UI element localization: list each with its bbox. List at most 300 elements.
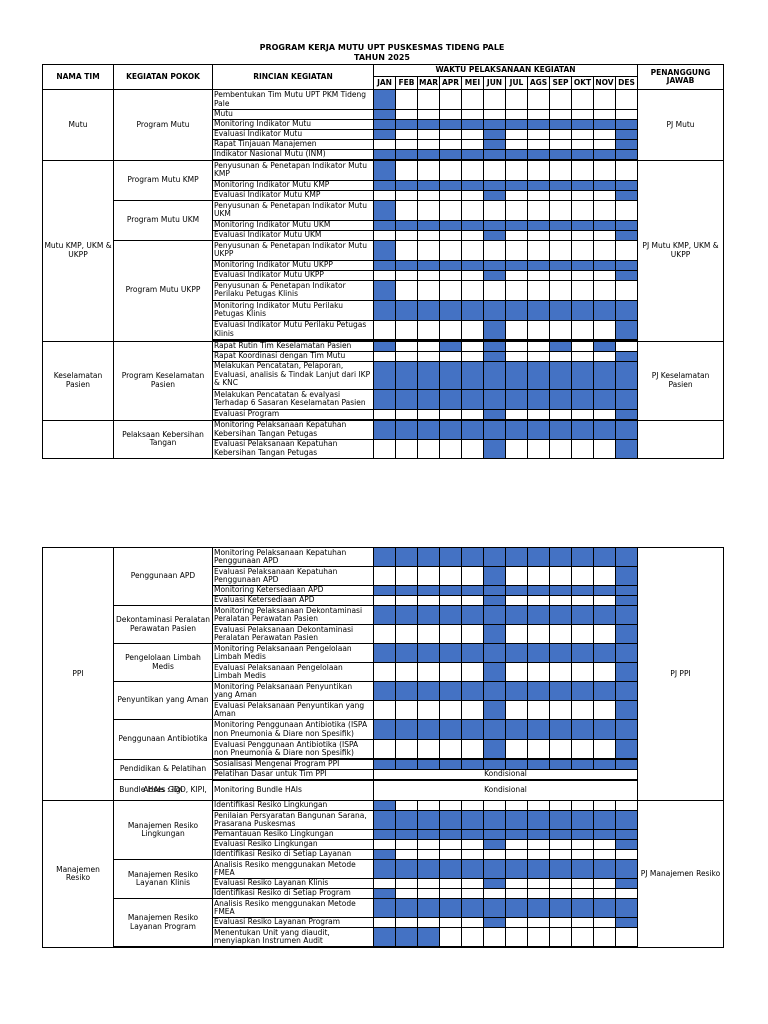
month-cell-jul [506,860,528,879]
schedule-table-page-1 [42,64,724,459]
month-header-sep: SEP [550,77,572,90]
month-cell-feb [396,811,418,830]
month-cell-des [616,586,638,596]
month-cell-mei [462,947,484,948]
rincian-kegiatan: Pembentukan Tim Mutu UPT PKM Tideng Pale [213,90,374,110]
month-cell-nov [594,260,616,270]
month-cell-mei [462,548,484,567]
month-cell-mei [462,389,484,409]
team-name: Manajemen Resiko [43,801,114,948]
rincian-kegiatan: Identifikasi Resiko di Setiap Program [213,889,374,899]
month-cell-ags [528,850,550,860]
month-cell-jan [374,850,396,860]
month-cell-okt [572,801,594,811]
month-cell-feb [396,850,418,860]
month-cell-okt [572,230,594,240]
rincian-kegiatan: Rapat Rutin Tim Keselamatan Pasien [213,341,374,351]
month-cell-apr [440,409,462,419]
month-cell-mar [418,889,440,899]
month-cell-des [616,160,638,180]
month-cell-ags [528,760,550,770]
table-row [43,160,724,180]
month-cell-ags [528,947,550,948]
month-cell-jan [374,180,396,190]
month-cell-des [616,280,638,300]
month-cell-mar [418,567,440,586]
month-cell-jun [484,644,506,663]
month-cell-sep [550,682,572,701]
month-cell-nov [594,361,616,389]
kegiatan-pokok: Pengelolaan Limbah Medis [114,644,213,682]
month-cell-ags [528,361,550,389]
month-cell-jun [484,341,506,351]
month-cell-okt [572,682,594,701]
month-cell-apr [440,200,462,220]
month-cell-sep [550,586,572,596]
month-cell-feb [396,682,418,701]
month-cell-des [616,928,638,947]
month-cell-feb [396,644,418,663]
month-cell-okt [572,240,594,260]
rincian-kegiatan: Monitoring Indikator Mutu Perilaku Petugas Klinis [213,300,374,320]
month-cell-ags [528,139,550,149]
month-cell-jan [374,928,396,947]
table-row [43,801,724,811]
kegiatan-pokok: Manajemen Resiko Layanan Program [114,899,213,947]
rincian-kegiatan: Rapat Tinjauan Manajemen [213,139,374,149]
month-cell-ags [528,190,550,200]
month-cell-mar [418,149,440,159]
month-cell-jan [374,129,396,139]
rincian-kegiatan: Evaluasi Pelaksanaan Dekontaminasi Peralatan Perawatan Pasien [213,625,374,644]
month-cell-sep [550,701,572,720]
month-cell-mar [418,548,440,567]
kegiatan-pokok: Program Mutu UKPP [114,240,213,341]
rincian-kegiatan: Evaluasi Ketersediaan APD [213,596,374,606]
month-cell-mei [462,606,484,625]
month-cell-apr [440,625,462,644]
month-cell-mar [418,760,440,770]
month-cell-jun [484,860,506,879]
month-cell-ags [528,230,550,240]
rincian-kegiatan: Penyusunan & Penetapan Indikator Mutu KMP [213,160,374,180]
kegiatan-pokok: Penyuntikan yang Aman [114,682,213,720]
month-cell-mei [462,129,484,139]
table-row [43,899,724,918]
month-cell-apr [440,889,462,899]
kegiatan-pokok: Penggunaan APD [114,548,213,606]
month-cell-nov [594,110,616,120]
month-cell-sep [550,801,572,811]
month-cell-feb [396,830,418,840]
rincian-kegiatan: Evaluasi Pelaksanaan Pengelolaan Limbah Medis [213,663,374,682]
month-cell-feb [396,439,418,458]
month-header-jul: JUL [506,77,528,90]
rincian-kegiatan: Evaluasi Pelaksanaan Kepatuhan Penggunaan APD [213,567,374,586]
month-cell-sep [550,200,572,220]
month-cell-sep [550,740,572,759]
penanggung-jawab: PJ Mutu KMP, UKM & UKPP [638,160,724,341]
month-cell-jan [374,190,396,200]
month-cell-nov [594,180,616,190]
table-row [43,860,724,879]
month-cell-mei [462,720,484,740]
month-cell-feb [396,341,418,351]
month-cell-ags [528,682,550,701]
month-cell-des [616,139,638,149]
month-cell-sep [550,760,572,770]
month-cell-feb [396,760,418,770]
table-row [43,947,724,948]
month-cell-mei [462,586,484,596]
month-cell-jul [506,320,528,339]
month-cell-des [616,663,638,682]
month-cell-sep [550,300,572,320]
month-cell-jan [374,351,396,361]
month-cell-nov [594,889,616,899]
month-cell-jan [374,740,396,759]
month-cell-jan [374,341,396,351]
month-cell-sep [550,230,572,240]
month-cell-jul [506,548,528,567]
month-cell-apr [440,220,462,230]
month-cell-okt [572,625,594,644]
month-cell-apr [440,230,462,240]
kegiatan-pokok: Pelaksaan Kebersihan Tangan [114,420,213,458]
month-cell-ags [528,420,550,439]
month-cell-mar [418,341,440,351]
month-cell-jul [506,280,528,300]
month-cell-jul [506,682,528,701]
month-cell-mar [418,644,440,663]
month-cell-des [616,351,638,361]
month-cell-ags [528,860,550,879]
month-cell-ags [528,586,550,596]
month-cell-des [616,129,638,139]
month-cell-apr [440,389,462,409]
month-cell-nov [594,840,616,850]
month-cell-ags [528,320,550,339]
month-cell-feb [396,90,418,110]
month-cell-mei [462,341,484,351]
month-cell-jun [484,740,506,759]
month-cell-jun [484,351,506,361]
month-cell-apr [440,682,462,701]
month-cell-apr [440,701,462,720]
table-row [43,420,724,439]
month-cell-nov [594,200,616,220]
month-cell-des [616,596,638,606]
month-cell-mei [462,149,484,159]
month-cell-sep [550,351,572,361]
month-cell-sep [550,119,572,129]
month-cell-ags [528,351,550,361]
month-cell-ags [528,567,550,586]
month-cell-ags [528,160,550,180]
month-cell-apr [440,90,462,110]
month-cell-mar [418,840,440,850]
month-header-ags: AGS [528,77,550,90]
month-cell-feb [396,389,418,409]
month-cell-mei [462,811,484,830]
month-cell-des [616,180,638,190]
table-row [43,644,724,663]
month-cell-apr [440,139,462,149]
month-cell-sep [550,280,572,300]
month-cell-jan [374,701,396,720]
month-cell-sep [550,899,572,918]
month-cell-jun [484,899,506,918]
month-cell-des [616,240,638,260]
month-cell-okt [572,596,594,606]
month-cell-mar [418,586,440,596]
rincian-kegiatan: Pemantauan Resiko Lingkungan [213,830,374,840]
month-cell-mei [462,220,484,230]
month-cell-okt [572,129,594,139]
month-cell-jul [506,760,528,770]
month-cell-nov [594,899,616,918]
month-cell-ags [528,260,550,270]
month-cell-mei [462,409,484,419]
month-cell-okt [572,586,594,596]
month-cell-jul [506,110,528,120]
month-cell-mar [418,119,440,129]
month-cell-jan [374,606,396,625]
month-cell-mar [418,230,440,240]
month-header-nov: NOV [594,77,616,90]
rincian-kegiatan: Penyusunan & Penetapan Indikator Perilaku Petugas Klinis [213,280,374,300]
month-cell-ags [528,280,550,300]
month-cell-nov [594,160,616,180]
month-cell-jun [484,625,506,644]
month-cell-mei [462,300,484,320]
month-cell-mei [462,439,484,458]
kegiatan-pokok: Program Mutu UKM [114,200,213,240]
month-cell-apr [440,119,462,129]
table-row [43,682,724,701]
month-cell-jan [374,625,396,644]
month-cell-des [616,811,638,830]
month-cell-feb [396,160,418,180]
month-cell-jun [484,270,506,280]
rincian-kegiatan: Identifikasi Resiko di Setiap Layanan [213,850,374,860]
month-cell-ags [528,740,550,759]
month-cell-jan [374,918,396,928]
month-cell-jan [374,90,396,110]
month-cell-mei [462,889,484,899]
month-cell-nov [594,300,616,320]
kegiatan-pokok: Manajemen Resiko Layanan Klinis [114,860,213,899]
month-cell-jun [484,119,506,129]
month-cell-ags [528,389,550,409]
month-cell-feb [396,889,418,899]
month-cell-feb [396,190,418,200]
month-cell-des [616,840,638,850]
month-cell-nov [594,548,616,567]
month-cell-mei [462,320,484,339]
month-cell-mei [462,180,484,190]
month-cell-apr [440,840,462,850]
month-cell-nov [594,801,616,811]
month-cell-mei [462,740,484,759]
month-cell-jul [506,420,528,439]
month-cell-okt [572,160,594,180]
team-name: PPI [43,548,114,801]
month-header-mei: MEI [462,77,484,90]
month-cell-mar [418,351,440,361]
header-waktu-pelaksanaan: WAKTU PELAKSANAAN KEGIATAN [374,65,638,77]
month-cell-jan [374,200,396,220]
month-cell-mar [418,270,440,280]
month-cell-sep [550,811,572,830]
month-cell-nov [594,341,616,351]
month-cell-sep [550,879,572,889]
month-cell-feb [396,548,418,567]
month-cell-mei [462,90,484,110]
rincian-kegiatan: Evaluasi Indikator Mutu UKM [213,230,374,240]
month-header-apr: APR [440,77,462,90]
month-cell-apr [440,420,462,439]
month-cell-mar [418,320,440,339]
header-nama-tim: NAMA TIM [43,65,114,90]
month-cell-apr [440,586,462,596]
penanggung-jawab: PJ Keselamatan Pasien [638,341,724,420]
month-cell-mei [462,760,484,770]
month-cell-jun [484,139,506,149]
month-cell-mar [418,200,440,220]
month-cell-okt [572,351,594,361]
month-cell-jan [374,220,396,230]
penanggung-jawab [638,420,724,458]
month-cell-ags [528,90,550,110]
month-cell-sep [550,320,572,339]
month-cell-okt [572,149,594,159]
month-cell-ags [528,830,550,840]
month-cell-nov [594,682,616,701]
month-cell-feb [396,947,418,948]
month-cell-nov [594,220,616,230]
month-cell-jan [374,139,396,149]
month-cell-jul [506,830,528,840]
month-cell-jan [374,260,396,270]
month-cell-jun [484,200,506,220]
month-cell-sep [550,850,572,860]
rincian-kegiatan: Evaluasi Resiko Layanan Program [213,918,374,928]
month-cell-jan [374,586,396,596]
month-cell-feb [396,129,418,139]
month-cell-jan [374,160,396,180]
month-cell-des [616,720,638,740]
month-cell-jul [506,811,528,830]
month-cell-jul [506,586,528,596]
month-cell-jun [484,596,506,606]
month-cell-jun [484,361,506,389]
month-cell-feb [396,420,418,439]
month-cell-okt [572,341,594,351]
month-cell-mei [462,270,484,280]
month-cell-okt [572,190,594,200]
month-cell-jan [374,240,396,260]
month-cell-jul [506,90,528,110]
month-cell-mar [418,439,440,458]
month-cell-nov [594,409,616,419]
month-cell-ags [528,701,550,720]
month-cell-jun [484,850,506,860]
month-cell-jul [506,606,528,625]
kegiatan-pokok: Penggunaan Antibiotika [114,720,213,760]
month-cell-jan [374,270,396,280]
month-cell-feb [396,280,418,300]
rincian-kegiatan: Identifikasi Resiko Lingkungan [213,801,374,811]
month-cell-okt [572,860,594,879]
rincian-kegiatan: Penyusunan & Penetapan Indikator Mutu UKM [213,200,374,220]
month-cell-jul [506,663,528,682]
month-cell-sep [550,110,572,120]
month-cell-jul [506,260,528,270]
month-cell-apr [440,300,462,320]
month-cell-nov [594,439,616,458]
month-cell-nov [594,879,616,889]
month-cell-jul [506,947,528,948]
month-cell-okt [572,180,594,190]
month-cell-nov [594,918,616,928]
month-cell-jul [506,220,528,230]
month-cell-jan [374,682,396,701]
month-cell-sep [550,90,572,110]
month-cell-mar [418,280,440,300]
month-cell-feb [396,119,418,129]
rincian-kegiatan: Penyusunan & Penetapan Indikator Mutu UKPP [213,240,374,260]
table-row [43,606,724,625]
month-cell-sep [550,129,572,139]
month-cell-mar [418,740,440,759]
month-cell-des [616,682,638,701]
month-cell-okt [572,300,594,320]
month-cell-des [616,230,638,240]
month-cell-okt [572,720,594,740]
month-cell-jul [506,200,528,220]
month-cell-sep [550,548,572,567]
month-cell-nov [594,129,616,139]
kondisional-note: Kondisional [374,781,638,801]
month-cell-jul [506,928,528,947]
month-cell-jun [484,149,506,159]
kondisional-note: Kondisional [374,770,638,780]
month-cell-nov [594,740,616,759]
month-cell-mei [462,850,484,860]
month-cell-mar [418,361,440,389]
month-cell-sep [550,139,572,149]
month-cell-okt [572,760,594,770]
month-cell-jul [506,341,528,351]
rincian-kegiatan: Evaluasi Resiko Layanan Klinis [213,879,374,889]
month-cell-apr [440,850,462,860]
month-cell-des [616,220,638,230]
month-cell-mar [418,860,440,879]
penanggung-jawab: PJ Manajemen Resiko [638,801,724,948]
month-cell-jun [484,180,506,190]
month-cell-jun [484,389,506,409]
header-penanggung-jawab: PENANGGUNG JAWAB [638,65,724,90]
month-cell-mar [418,850,440,860]
month-cell-okt [572,110,594,120]
month-cell-des [616,361,638,389]
month-cell-ags [528,606,550,625]
month-cell-feb [396,139,418,149]
month-cell-des [616,830,638,840]
table-row [43,90,724,110]
month-cell-ags [528,220,550,230]
